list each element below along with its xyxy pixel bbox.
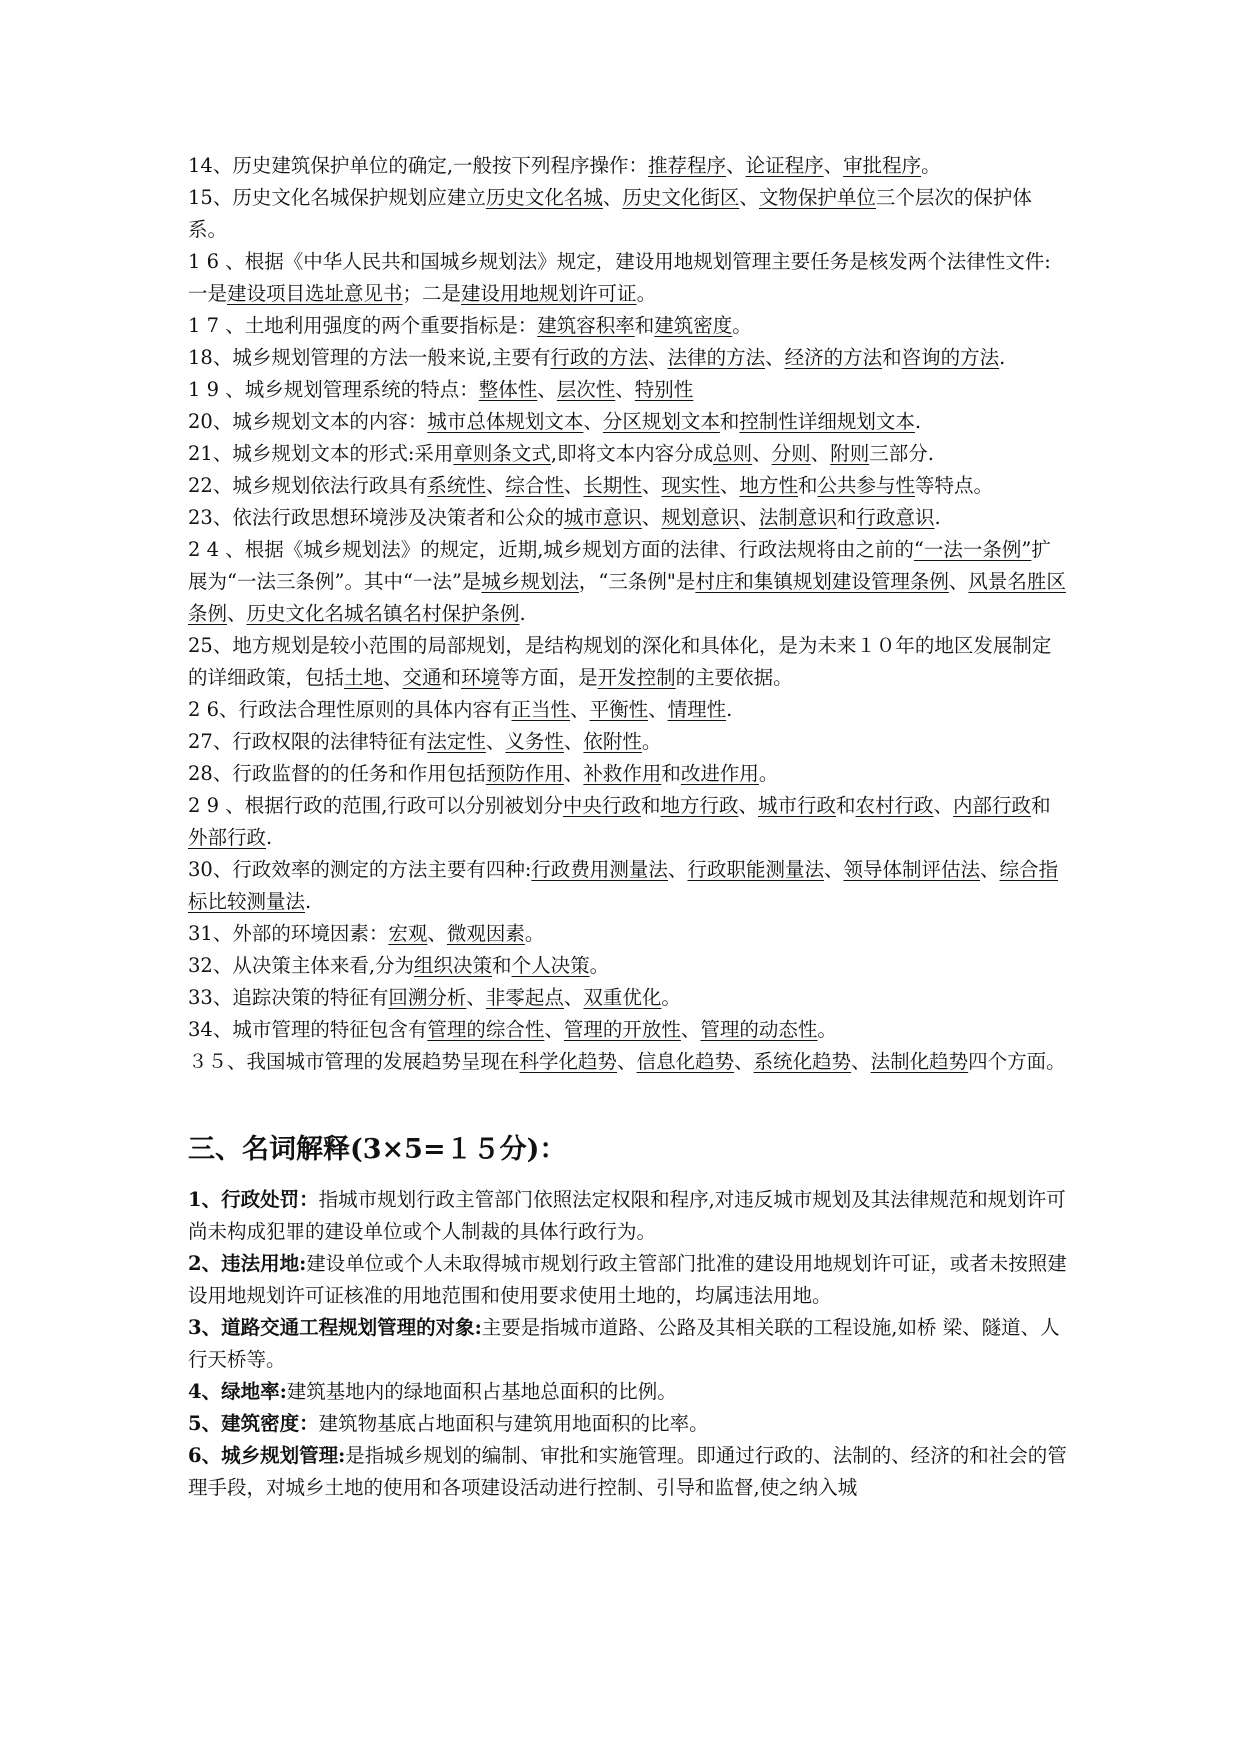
- question-text: 、: [648, 346, 668, 369]
- question-item: [188, 150, 1068, 182]
- question-text: 和: [1031, 794, 1051, 817]
- answer-blank: 管理的综合性: [427, 1018, 545, 1041]
- answer-blank: 系统性: [427, 474, 486, 497]
- question-item: [188, 694, 1068, 726]
- question-item: [188, 374, 1068, 406]
- question-number: 1 7 、: [188, 314, 245, 337]
- answer-blank: 外部行政: [188, 826, 267, 849]
- term-item: [188, 1440, 1068, 1504]
- question-item: [188, 918, 1068, 950]
- answer-blank: 咨询的方法: [901, 346, 1000, 369]
- question-number: 23、: [188, 506, 233, 529]
- answer-blank: 科学化趋势: [519, 1050, 618, 1073]
- answer-blank: 推荐程序: [648, 154, 727, 177]
- question-number: 20、: [188, 410, 233, 433]
- question-item: [188, 1014, 1068, 1046]
- question-text: 、: [648, 698, 668, 721]
- answer-blank: 农村行政: [855, 794, 934, 817]
- answer-blank: 领导体制评估法: [843, 858, 980, 881]
- question-text: 地方规划是较小范围的局部规划，是结构规划的深化和具体化，是为未来１０年的地区发展制定的详细政策，包括: [188, 634, 1052, 689]
- answer-blank: 文物保护单位: [758, 186, 876, 209]
- question-text: 历史建筑保护单位的确定,一般按下列程序操作：: [232, 154, 649, 177]
- question-text: 的主要依据。: [675, 666, 793, 689]
- question-text: 、: [739, 186, 759, 209]
- term-definition: 建筑物基底占地面积与建筑用地面积的比率。: [318, 1412, 709, 1435]
- answer-blank: 法定性: [427, 730, 486, 753]
- question-number: 1 6 、: [188, 250, 245, 273]
- answer-blank: 城市意识: [563, 506, 642, 529]
- answer-blank: 中央行政: [562, 794, 641, 817]
- question-number: 2 9 、: [188, 794, 245, 817]
- question-text: 、: [641, 474, 662, 497]
- answer-blank: 宏观: [388, 922, 428, 945]
- question-text: 行政权限的法律特征有: [232, 730, 428, 753]
- question-number: 15、: [188, 186, 233, 209]
- question-text: .: [934, 506, 941, 529]
- question-number: 2 6、: [188, 698, 239, 721]
- question-text: 根据行政的范围,行政可以分别被划分: [244, 794, 563, 817]
- question-text: 、: [810, 442, 831, 465]
- question-item: [188, 342, 1068, 374]
- answer-blank: 环境: [461, 666, 501, 689]
- answer-blank: 历史文化名城名镇名村保护条例: [246, 602, 520, 625]
- question-text: 土地利用强度的两个重要指标是：: [244, 314, 538, 337]
- question-text: 和: [640, 794, 661, 817]
- question-text: 行政法合理性原则的具体内容有: [238, 698, 512, 721]
- question-text: 、: [719, 474, 740, 497]
- question-number: 34、: [188, 1018, 233, 1041]
- question-item: [188, 1046, 1068, 1078]
- question-text: 。: [758, 762, 779, 785]
- answer-blank: 城乡规划法: [481, 570, 579, 593]
- term-definition: 主要是指城市道路、公路及其相关联的工程设施,如桥 梁、隧道、人行天桥等。: [188, 1316, 1060, 1371]
- question-text: 、: [563, 474, 584, 497]
- term-item: [188, 1408, 1068, 1440]
- question-item: [188, 246, 1068, 310]
- question-text: 、: [933, 794, 954, 817]
- question-text: 等特点。: [915, 474, 994, 497]
- question-text: 从决策主体来看,分为: [232, 954, 415, 977]
- question-text: 、: [466, 986, 486, 1009]
- question-text: 、: [667, 858, 688, 881]
- question-item: [188, 950, 1068, 982]
- answer-blank: 控制性详细规划文本: [739, 410, 915, 433]
- question-text: 扩展为“一法三条例”。其中“一法”是: [188, 538, 1051, 593]
- answer-blank: 双重优化: [583, 986, 662, 1009]
- question-number: 33、: [188, 986, 233, 1009]
- section-heading: 三、名词解释(3×5=１５分)：: [188, 1134, 567, 1165]
- question-number: 21、: [188, 442, 233, 465]
- answer-blank: 分则: [771, 442, 811, 465]
- answer-blank: 法制化趋势: [870, 1050, 969, 1073]
- answer-blank: 回溯分析: [388, 986, 467, 1009]
- answer-blank: 管理的开放性: [563, 1018, 681, 1041]
- question-text: 三个层次的保护体系。: [188, 186, 1032, 241]
- answer-blank: 审批程序: [843, 154, 922, 177]
- question-text: 依法行政思想环境涉及决策者和公众的: [232, 506, 564, 529]
- answer-blank: 管理的动态性: [700, 1018, 818, 1041]
- question-text: 和: [882, 346, 902, 369]
- answer-blank: 改进作用: [680, 762, 759, 785]
- question-text: 和: [836, 794, 856, 817]
- term-definition: 指城市规划行政主管部门依照法定权限和程序,对违反城市规划及其法律规范和规划许可尚未构成犯罪的建设单位或个人制裁的具体行政行为。: [188, 1188, 1066, 1243]
- question-number: 32、: [188, 954, 233, 977]
- question-item: [188, 630, 1068, 694]
- question-text: 行政效率的测定的方法主要有四种:: [232, 858, 532, 881]
- answer-blank: 微观因素: [446, 922, 525, 945]
- question-text: 我国城市管理的发展趋势呈现在: [246, 1050, 520, 1073]
- question-text: 、: [602, 186, 623, 209]
- question-text: 、: [615, 378, 635, 401]
- question-text: 城乡规划文本的内容：: [232, 410, 428, 433]
- question-text: 、: [680, 1018, 701, 1041]
- answer-blank: 正当性: [511, 698, 571, 721]
- question-text: 历史文化名城保护规划应建立: [232, 186, 486, 209]
- question-text: 、: [738, 794, 758, 817]
- term-item: [188, 1376, 1068, 1408]
- question-text: 。: [921, 154, 941, 177]
- question-text: 。: [589, 954, 610, 977]
- question-text: 和: [441, 666, 462, 689]
- answer-blank: 补救作用: [583, 762, 662, 785]
- answer-blank: 系统化趋势: [753, 1050, 852, 1073]
- answer-blank: 情理性: [667, 698, 727, 721]
- question-text: 城乡规划管理的方法一般来说,主要有: [232, 346, 551, 369]
- term-name: 4、绿地率:: [188, 1380, 287, 1403]
- answer-blank: 总则: [713, 442, 753, 465]
- answer-blank: 信息化趋势: [636, 1050, 735, 1073]
- question-text: 、: [427, 922, 447, 945]
- question-text: 。: [732, 314, 752, 337]
- question-number: 28、: [188, 762, 233, 785]
- question-text: 城乡规划管理系统的特点：: [244, 378, 479, 401]
- question-text: 、: [734, 1050, 754, 1073]
- answer-blank: 附则: [830, 442, 870, 465]
- question-text: ；二是: [402, 282, 462, 305]
- question-text: 、: [823, 154, 844, 177]
- answer-blank: 村庄和集镇规划建设管理条例: [695, 570, 949, 593]
- question-text: 、: [563, 986, 584, 1009]
- answer-blank: 整体性: [478, 378, 538, 401]
- question-number: 14、: [188, 154, 233, 177]
- answer-blank: 建设项目选址意见书: [227, 282, 403, 305]
- question-text: 、: [227, 602, 247, 625]
- question-text: 、: [617, 1050, 637, 1073]
- answer-blank: 规划意识: [661, 506, 740, 529]
- answer-blank: 综合指标比较测量法: [188, 858, 1059, 913]
- question-text: 城乡规划文本的形式:采用: [232, 442, 454, 465]
- question-number: 30、: [188, 858, 233, 881]
- question-item: [188, 470, 1068, 502]
- answer-blank: 建筑密度: [654, 314, 733, 337]
- question-text: 、: [583, 410, 603, 433]
- answer-blank: 建筑容积率: [537, 314, 635, 337]
- question-text: 、: [979, 858, 1000, 881]
- question-item: [188, 790, 1068, 854]
- answer-blank: 综合性: [505, 474, 564, 497]
- answer-blank: 行政的方法: [550, 346, 649, 369]
- answer-blank: 非零起点: [485, 986, 564, 1009]
- question-text: 三部分.: [869, 442, 934, 465]
- question-item: [188, 310, 1068, 342]
- answer-blank: 行政费用测量法: [531, 858, 668, 881]
- question-number: 2 4 、: [188, 538, 245, 561]
- question-text: 和: [797, 474, 818, 497]
- term-name: 1、行政处罚：: [188, 1188, 319, 1211]
- answer-blank: 行政意识: [856, 506, 935, 529]
- term-item: [188, 1184, 1068, 1248]
- answer-blank: 风景名胜区条例: [188, 570, 1066, 625]
- question-text: 。: [641, 730, 662, 753]
- question-text: 外部的环境因素：: [232, 922, 389, 945]
- question-item: [188, 406, 1068, 438]
- answer-blank: 土地: [344, 666, 384, 689]
- term-item: [188, 1312, 1068, 1376]
- question-number: 27、: [188, 730, 233, 753]
- question-text: 根据《城乡规划法》的规定，近期,城乡规划方面的法律、行政法规将由之前的: [244, 538, 914, 561]
- question-text: 、: [383, 666, 403, 689]
- question-text: 、: [726, 154, 746, 177]
- question-text: 。: [636, 282, 657, 305]
- answer-blank: 层次性: [556, 378, 616, 401]
- answer-blank: 分区规划文本: [602, 410, 720, 433]
- question-text: 和: [719, 410, 740, 433]
- answer-blank: 义务性: [505, 730, 564, 753]
- question-text: .: [266, 826, 273, 849]
- answer-blank: 地方性: [739, 474, 798, 497]
- question-text: ,即将文本内容分成: [550, 442, 714, 465]
- answer-blank: 历史文化名城: [485, 186, 603, 209]
- question-text: 、: [765, 346, 785, 369]
- answer-blank: 城市总体规划文本: [427, 410, 584, 433]
- question-text: 和: [661, 762, 681, 785]
- question-text: 、: [485, 730, 506, 753]
- question-item: [188, 438, 1068, 470]
- question-text: 和: [634, 314, 655, 337]
- answer-blank: 公共参与性: [817, 474, 916, 497]
- question-text: 、: [563, 762, 584, 785]
- fill-in-answers-list: [188, 150, 1068, 1078]
- question-number: ３５、: [188, 1050, 247, 1073]
- term-definition: 是指城乡规划的编制、审批和实施管理。即通过行政的、法制的、经济的和社会的管理手段，对城乡土地的使用和各项建设活动进行控制、引导和监督,使之纳入城: [188, 1444, 1067, 1499]
- question-text: 、: [823, 858, 844, 881]
- question-text: 根据《中华人民共和国城乡规划法》规定，建设用地规划管理主要任务是核发两个法律性文件:一是: [188, 250, 1051, 305]
- question-text: .: [519, 602, 526, 625]
- question-text: 。: [524, 922, 545, 945]
- answer-blank: “一法一条例”: [913, 538, 1032, 561]
- answer-blank: 个人决策: [511, 954, 590, 977]
- term-name: 6、城乡规划管理:: [188, 1444, 346, 1467]
- answer-blank: 开发控制: [597, 666, 676, 689]
- answer-blank: 论证程序: [745, 154, 824, 177]
- question-text: 追踪决策的特征有: [232, 986, 389, 1009]
- question-number: 22、: [188, 474, 233, 497]
- question-text: 、: [948, 570, 969, 593]
- question-text: 城市管理的特征包含有: [232, 1018, 428, 1041]
- question-item: [188, 502, 1068, 534]
- question-text: .: [914, 410, 922, 433]
- question-text: 和: [836, 506, 857, 529]
- question-text: 。: [817, 1018, 837, 1041]
- question-item: [188, 534, 1068, 630]
- answer-blank: 预防作用: [485, 762, 564, 785]
- question-text: 、: [851, 1050, 871, 1073]
- question-item: [188, 726, 1068, 758]
- question-text: 、: [570, 698, 590, 721]
- question-text: 城乡规划依法行政具有: [232, 474, 428, 497]
- term-item: [188, 1248, 1068, 1312]
- answer-blank: 城市行政: [757, 794, 836, 817]
- question-item: [188, 758, 1068, 790]
- answer-blank: 平衡性: [589, 698, 649, 721]
- answer-blank: 组织决策: [414, 954, 493, 977]
- term-definitions-list: [188, 1184, 1068, 1504]
- term-definition: 建筑基地内的绿地面积占基地总面积的比例。: [286, 1380, 677, 1403]
- term-name: 3、道路交通工程规划管理的对象:: [188, 1316, 482, 1339]
- question-text: 、: [485, 474, 506, 497]
- question-text: 、: [537, 378, 557, 401]
- question-text: 、: [739, 506, 759, 529]
- question-number: 1 9 、: [188, 378, 245, 401]
- question-item: [188, 182, 1068, 246]
- question-text: ，“三条例"是: [578, 570, 696, 593]
- answer-blank: 交通: [402, 666, 442, 689]
- question-text: .: [999, 346, 1006, 369]
- answer-blank: 地方行政: [660, 794, 739, 817]
- question-item: [188, 982, 1068, 1014]
- question-text: 行政监督的的任务和作用包括: [232, 762, 486, 785]
- term-definition: 建设单位或个人未取得城市规划行政主管部门批准的建设用地规划许可证，或者未按照建设用地规划许可证核准的用地范围和使用要求使用土地的，均属违法用地。: [188, 1252, 1067, 1307]
- question-text: .: [726, 698, 733, 721]
- question-text: .: [305, 890, 312, 913]
- question-text: 、: [752, 442, 772, 465]
- answer-blank: 法制意识: [758, 506, 837, 529]
- answer-blank: 经济的方法: [784, 346, 883, 369]
- document-page: [188, 150, 1068, 1504]
- answer-blank: 行政职能测量法: [687, 858, 824, 881]
- answer-blank: 法律的方法: [667, 346, 766, 369]
- question-text: 。: [661, 986, 681, 1009]
- question-text: 、: [641, 506, 662, 529]
- answer-blank: 建设用地规划许可证: [461, 282, 637, 305]
- answer-blank: 长期性: [583, 474, 642, 497]
- question-number: 31、: [188, 922, 233, 945]
- term-name: 5、建筑密度：: [188, 1412, 319, 1435]
- question-text: 、: [544, 1018, 564, 1041]
- answer-blank: 内部行政: [953, 794, 1032, 817]
- term-name: 2、违法用地:: [188, 1252, 307, 1275]
- question-item: [188, 854, 1068, 918]
- question-text: 和: [492, 954, 512, 977]
- question-number: 18、: [188, 346, 233, 369]
- answer-blank: 章则条文式: [453, 442, 551, 465]
- answer-blank: 现实性: [661, 474, 720, 497]
- answer-blank: 特别性: [634, 378, 694, 401]
- answer-blank: 依附性: [583, 730, 642, 753]
- question-number: 25、: [188, 634, 233, 657]
- question-text: 等方面，是: [500, 666, 598, 689]
- answer-blank: 历史文化街区: [622, 186, 740, 209]
- question-text: 四个方面。: [968, 1050, 1066, 1073]
- question-text: 、: [563, 730, 584, 753]
